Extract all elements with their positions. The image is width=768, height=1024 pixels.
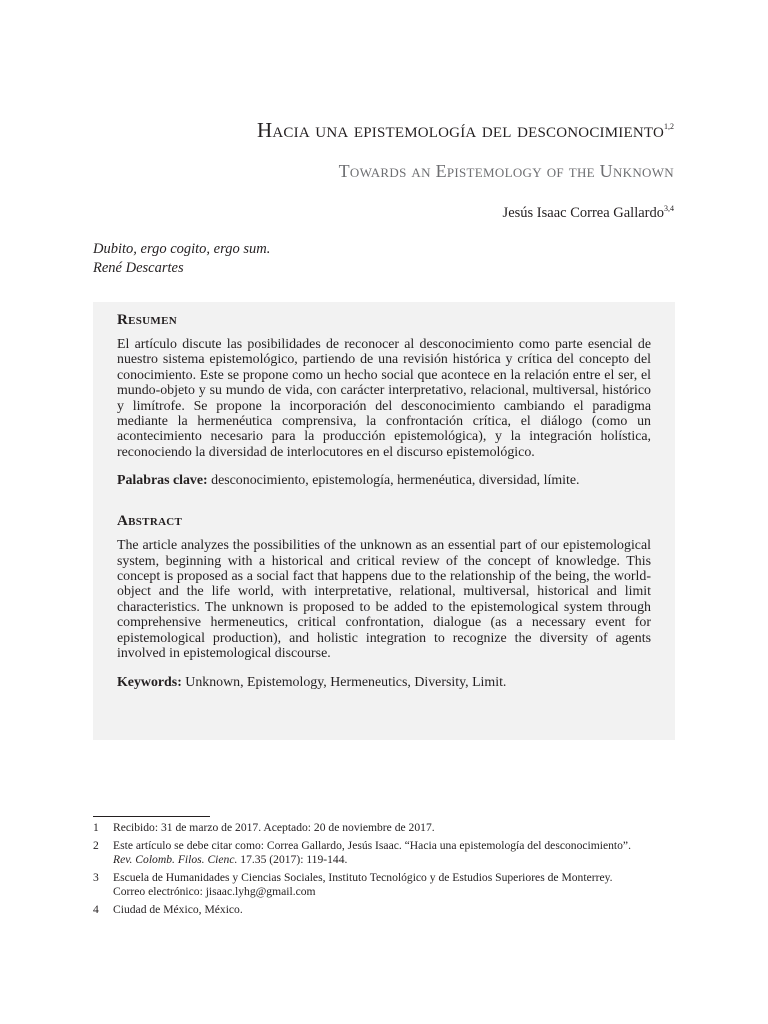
footnote-number: 1: [93, 821, 99, 834]
resumen-text: El artículo discute las posibilidades de reconocer al desconocimiento como parte esencial de nuestro sistema epistemológico, partiendo de una revisión histórica y crítica del concepto del conocimiento. Este se propone como un hecho social que acontece en la relación entre el ser, el mundo-objeto y su mundo de vida, con carácter interpretativo, relacional, multiversal, histórico y limítrofe. Se propone la incorporación del desconocimiento cambiando el paradigma mediante la hermenéutica comprensiva, la confrontación crítica, el diálogo (como un acontecimiento necesario para la producción epistemológica), y la integración holística, reconociendo la diversidad de interlocutores en el discurso epistemológico.: [117, 337, 651, 460]
resumen-keywords-label: Palabras clave:: [117, 473, 208, 489]
title-footnote-ref[interactable]: 1,2: [664, 122, 674, 131]
footnote-email[interactable]: Correo electrónico: jisaac.lyhg@gmail.com: [113, 885, 316, 898]
resumen-keywords-list: desconocimiento, epistemología, hermenéutica, diversidad, límite.: [207, 473, 580, 489]
resumen-heading: Resumen: [117, 312, 177, 328]
footnote-text: Recibido: 31 de marzo de 2017. Aceptado: 20 de noviembre de 2017.: [113, 821, 435, 834]
epigraph-source: René Descartes: [93, 260, 184, 276]
epigraph: [93, 240, 270, 278]
footnote-number: 2: [93, 839, 99, 852]
citation-details: 17.35 (2017): 119-144.: [237, 853, 348, 866]
author-line: [503, 204, 674, 222]
footnotes: [93, 821, 678, 921]
article-title-text: Hacia una epistemología del desconocimiento: [257, 118, 664, 142]
footnote-number: 4: [93, 903, 99, 916]
footnote-1: [93, 821, 678, 835]
footnote-text: Este artículo se debe citar como: Correa Gallardo, Jesús Isaac. “Hacia una epistemología del desconocimiento”.: [113, 839, 631, 852]
abstract-text: The article analyzes the possibilities of the unknown as an essential part of our epistemological system, beginning with a historical and critical review of the concept of knowledge. This concept is proposed as a social fact that happens due to the relationship of the being, the world-object and the life world, with interpretative, relational, multiversal, historical and limit characteristics. The unknown is proposed to be added to the epistemological system through comprehensive hermeneutics, critical confrontation, dialogue (as a necessary event for epistemological production), and holistic integration to recognize the diversity of agents involved in epistemological discourse.: [117, 538, 651, 662]
article-subtitle: Towards an Epistemology of the Unknown: [338, 161, 674, 181]
footnote-divider: [93, 816, 210, 817]
footnote-2: [93, 839, 678, 867]
abstract-keywords-label: Keywords:: [117, 674, 182, 690]
footnote-4: [93, 903, 678, 917]
abstract-box-content: [117, 312, 651, 691]
footnote-text: Escuela de Humanidades y Ciencias Sociales, Instituto Tecnológico y de Estudios Superiores de Monterrey.: [113, 871, 613, 884]
footnote-text: Ciudad de México, México.: [113, 903, 243, 916]
epigraph-quote: Dubito, ergo cogito, ergo sum.: [93, 241, 271, 257]
abstract-box: [93, 302, 675, 740]
journal-name: Rev. Colomb. Filos. Cienc.: [113, 853, 238, 866]
author-name: Jesús Isaac Correa Gallardo: [502, 204, 664, 221]
article-title: [257, 118, 674, 143]
author-footnote-ref[interactable]: 3,4: [664, 204, 674, 213]
footnote-3: [93, 871, 678, 899]
abstract-keywords-list: Unknown, Epistemology, Hermeneutics, Diversity, Limit.: [181, 674, 507, 690]
abstract-keywords: [117, 675, 651, 691]
abstract-heading: Abstract: [117, 513, 183, 530]
footnote-citation: [113, 853, 678, 867]
footnote-number: 3: [93, 871, 99, 884]
resumen-keywords: [117, 473, 651, 489]
